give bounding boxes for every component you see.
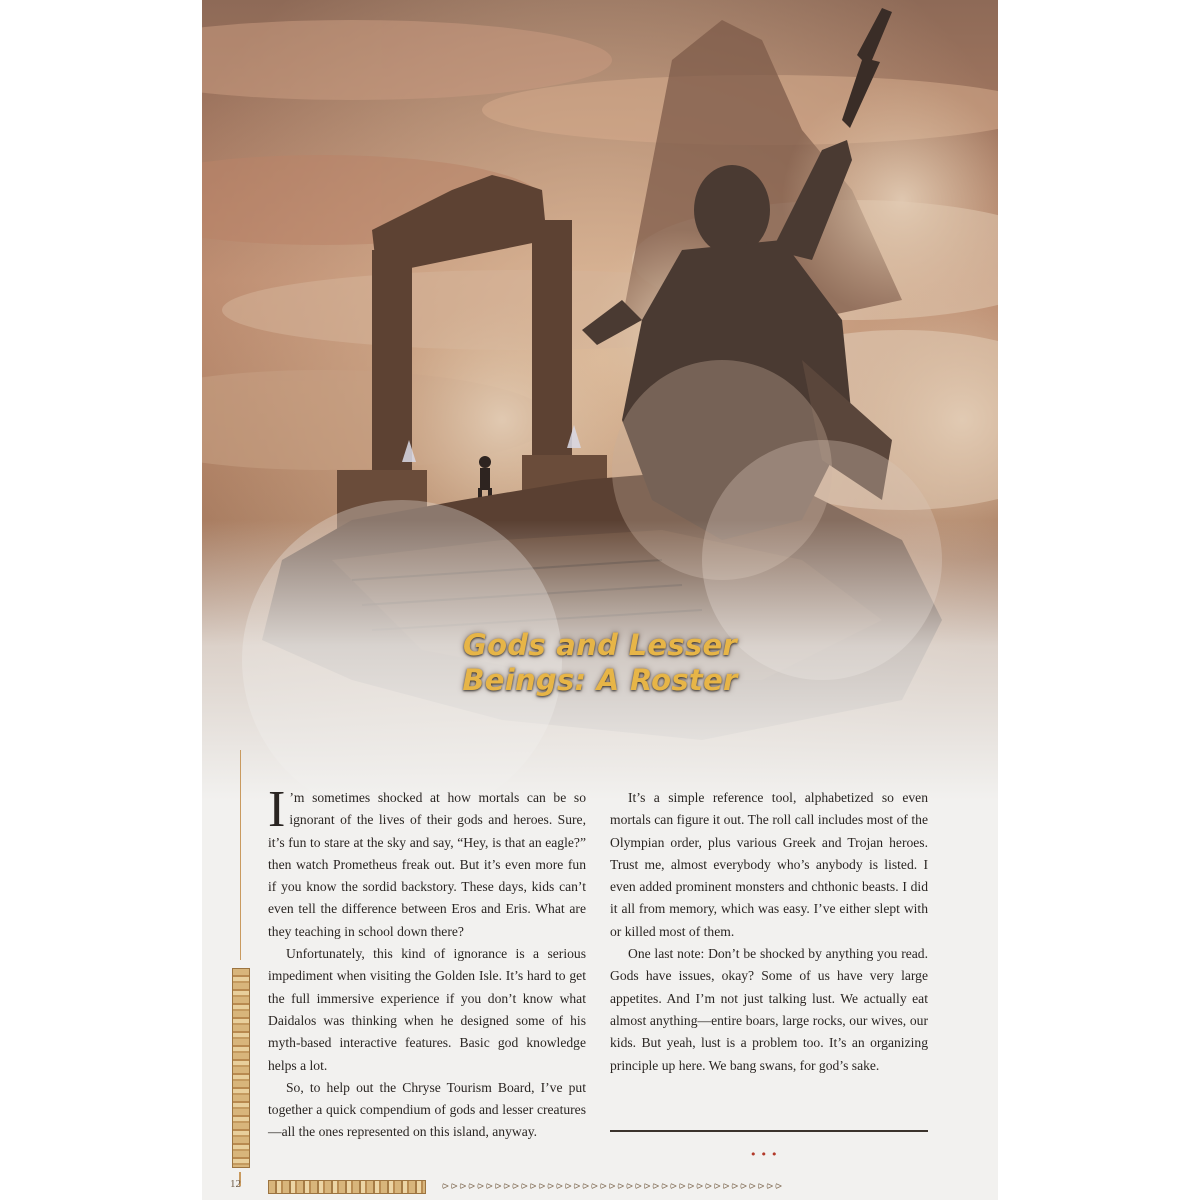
paragraph: I ’m sometimes shocked at how mortals can be so ignorant of the lives of their gods and heroes. Sure, it’s fun to stare at the sky and say, “Hey, is that an eagle?” then watch Prometheus freak out. But it’s even more fun if you know the sordid backstory. These days, kids can’t even tell the difference between Eros and Eris. What are they teaching in school down there?: [268, 781, 586, 939]
chapter-title-line-1: Gods and Lesser: [462, 628, 738, 662]
chapter-title: [202, 628, 998, 698]
side-greek-key-band: [232, 968, 250, 1168]
text-column-left: [268, 781, 586, 1144]
side-ornament-line: [240, 750, 241, 960]
text-column-right: [610, 787, 928, 1077]
paragraph: One last note: Don’t be shocked by anything you read. Gods have issues, okay? Some of us have very large appetites. And I’m not just talking lust. We actually eat almost anything—entire boars, large rocks, our wives, our kids. But yeah, lust is a problem too. It’s an organizing principle up here. We bang swans, for god’s sake.: [610, 946, 928, 1073]
footer-greek-key-band: [268, 1180, 426, 1194]
chapter-title-line-2: Beings: A Roster: [462, 663, 738, 697]
book-page: [202, 0, 998, 1200]
paragraph: Unfortunately, this kind of ignorance is a serious impediment when visiting the Golden Isle. It’s hard to get the full immersive experience if you don’t know what Daidalos was thinking when he designed some of his myth-based interactive features. Basic god knowledge helps a lot.: [268, 946, 586, 1073]
page-number: 12: [230, 1178, 241, 1190]
drop-cap: I: [268, 781, 286, 838]
section-dots: •••: [750, 1148, 782, 1161]
paragraph: So, to help out the Chryse Tourism Board, I’ve put together a quick compendium of gods and lesser creatures—all the ones represented on this island, anyway.: [268, 1079, 586, 1140]
paragraph: It’s a simple reference tool, alphabetized so even mortals can figure it out. The roll call includes most of the Olympian order, plus various Greek and Trojan heroes. Trust me, almost everybody who’s anybody is listed. I even added prominent monsters and chthonic beasts. I did it all from memory, which was easy. I’ve either slept with or killed most of them.: [610, 790, 928, 939]
section-divider: [610, 1130, 928, 1132]
footer-arrow-ornament: ⪧⪧⪧⪧⪧⪧⪧⪧⪧⪧⪧⪧⪧⪧⪧⪧⪧⪧⪧⪧⪧⪧⪧⪧⪧⪧⪧⪧⪧⪧⪧⪧⪧⪧⪧⪧⪧⪧⪧: [442, 1178, 784, 1192]
